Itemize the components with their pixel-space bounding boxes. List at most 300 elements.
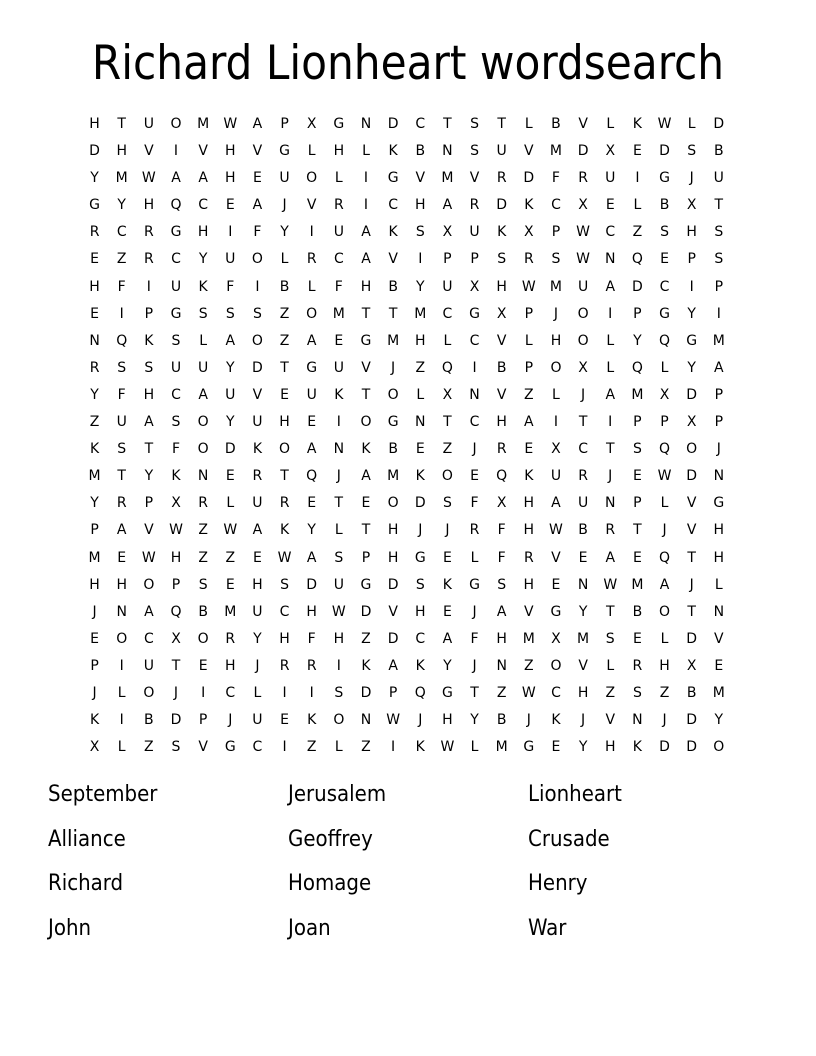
word-list	[48, 779, 768, 957]
grid-letter: S	[334, 684, 344, 701]
grid-letter: Q	[170, 603, 182, 620]
grid-letter: P	[90, 522, 99, 539]
grid-letter: U	[252, 712, 263, 729]
grid-letter: D	[577, 143, 589, 160]
grid-letter: O	[577, 332, 589, 349]
grid-letter: M	[387, 468, 400, 485]
grid-letter: X	[551, 441, 561, 458]
grid-letter: O	[143, 576, 155, 593]
grid-letter: D	[659, 739, 670, 756]
grid-letter: U	[577, 495, 589, 512]
grid-letter: E	[361, 495, 371, 512]
grid-letter: L	[470, 549, 479, 566]
grid-letter: T	[443, 414, 452, 431]
grid-letter: O	[550, 657, 562, 674]
grid-letter: I	[119, 657, 124, 674]
grid-letter: U	[252, 603, 263, 620]
grid-letter: S	[714, 251, 724, 268]
grid-letter: R	[523, 251, 534, 268]
grid-letter: L	[334, 170, 343, 187]
word-list-item: War	[528, 915, 567, 941]
grid-letter: T	[117, 116, 126, 132]
grid-letter: U	[170, 359, 182, 376]
grid-letter: J	[553, 305, 559, 322]
grid-letter: G	[170, 224, 182, 241]
grid-letter: N	[360, 712, 372, 729]
grid-letter: Q	[659, 549, 671, 566]
grid-letter: X	[524, 224, 534, 241]
grid-letter: V	[605, 712, 616, 729]
grid-letter: H	[414, 603, 426, 620]
grid-letter: Y	[633, 332, 642, 349]
grid-letter: Y	[307, 522, 316, 539]
grid-letter: G	[523, 739, 535, 756]
grid-letter: J	[689, 170, 694, 187]
grid-letter: L	[280, 251, 289, 268]
grid-letter: B	[279, 278, 290, 295]
grid-letter: O	[170, 116, 182, 132]
grid-letter: H	[550, 332, 562, 349]
grid-letter: T	[388, 305, 398, 322]
grid-letter: L	[524, 116, 533, 132]
grid-letter: R	[143, 224, 154, 241]
grid-letter: V	[306, 197, 317, 214]
grid-letter: Z	[442, 441, 453, 458]
grid-letter: Y	[90, 495, 99, 512]
grid-letter: A	[659, 576, 670, 593]
grid-letter: J	[581, 386, 586, 403]
grid-letter: N	[469, 386, 480, 403]
grid-letter: W	[223, 116, 238, 132]
grid-letter: F	[171, 441, 181, 458]
grid-letter: C	[279, 603, 290, 620]
grid-letter: V	[252, 143, 263, 160]
grid-letter: B	[686, 684, 697, 701]
grid-letter: Y	[470, 712, 479, 729]
grid-letter: U	[225, 386, 236, 403]
grid-letter: H	[333, 630, 345, 647]
grid-letter: P	[443, 251, 452, 268]
grid-letter: M	[522, 630, 535, 647]
grid-letter: L	[687, 116, 696, 132]
grid-letter: W	[223, 522, 238, 539]
grid-letter: W	[576, 251, 591, 268]
grid-letter: M	[441, 170, 454, 187]
grid-letter: U	[252, 414, 263, 431]
grid-letter: K	[632, 739, 642, 756]
grid-letter: E	[307, 495, 317, 512]
grid-letter: X	[469, 278, 480, 295]
grid-letter: W	[576, 224, 591, 241]
grid-letter: P	[198, 712, 208, 729]
grid-letter: Q	[116, 332, 128, 349]
grid-letter: P	[90, 657, 99, 674]
grid-letter: T	[687, 549, 696, 566]
grid-letter: V	[144, 143, 154, 160]
grid-letter: T	[361, 522, 371, 539]
grid-letter: H	[414, 332, 426, 349]
grid-letter: G	[306, 359, 318, 376]
grid-letter: E	[660, 251, 669, 268]
grid-letter: A	[442, 197, 453, 214]
grid-letter: L	[117, 739, 126, 756]
grid-letter: S	[470, 116, 479, 132]
grid-letter: F	[497, 549, 506, 566]
grid-letter: O	[116, 630, 128, 647]
grid-letter: V	[469, 170, 480, 187]
grid-letter: T	[144, 441, 154, 458]
grid-letter: J	[173, 684, 179, 701]
grid-letter: N	[496, 657, 507, 674]
grid-letter: H	[197, 224, 209, 241]
grid-letter: Z	[605, 684, 616, 701]
grid-letter: E	[714, 657, 724, 674]
grid-letter: S	[171, 414, 181, 431]
grid-letter: M	[631, 386, 644, 403]
grid-letter: M	[414, 305, 427, 322]
grid-letter: P	[280, 116, 289, 132]
grid-letter: A	[605, 549, 616, 566]
grid-letter: B	[388, 278, 398, 295]
grid-letter: B	[714, 143, 724, 160]
grid-letter: E	[551, 739, 561, 756]
grid-letter: T	[470, 684, 479, 701]
grid-letter: V	[361, 359, 371, 376]
grid-letter: H	[279, 414, 290, 431]
grid-letter: V	[144, 522, 154, 539]
grid-letter: L	[633, 197, 642, 214]
grid-letter: K	[551, 712, 561, 729]
grid-letter: C	[469, 332, 480, 349]
grid-letter: G	[89, 197, 100, 214]
grid-letter: T	[334, 495, 344, 512]
grid-letter: E	[90, 251, 99, 268]
grid-letter: R	[578, 468, 588, 485]
grid-letter: T	[361, 305, 371, 322]
grid-letter: L	[199, 332, 208, 349]
word-list-item: Crusade	[528, 826, 610, 852]
grid-letter: L	[253, 684, 262, 701]
grid-letter: P	[171, 576, 181, 593]
grid-letter: H	[686, 224, 697, 241]
grid-letter: N	[197, 468, 209, 485]
grid-letter: D	[686, 468, 698, 485]
grid-letter: M	[495, 739, 508, 756]
grid-letter: H	[306, 603, 317, 620]
grid-letter: R	[279, 657, 290, 674]
grid-letter: H	[116, 143, 127, 160]
grid-letter: J	[716, 441, 721, 458]
grid-letter: W	[277, 549, 292, 566]
grid-letter: O	[197, 441, 209, 458]
grid-letter: C	[171, 386, 181, 403]
grid-letter: I	[363, 197, 369, 214]
grid-letter: H	[225, 170, 236, 187]
grid-letter: C	[578, 441, 588, 458]
grid-letter: M	[549, 278, 562, 295]
grid-letter: I	[255, 278, 260, 295]
grid-letter: G	[414, 549, 426, 566]
grid-letter: K	[388, 224, 398, 241]
grid-letter: T	[497, 116, 506, 132]
grid-letter: B	[496, 712, 507, 729]
grid-letter: U	[116, 414, 127, 431]
grid-letter: L	[524, 332, 533, 349]
grid-letter: Z	[415, 359, 426, 376]
grid-letter: G	[360, 332, 372, 349]
grid-letter: I	[472, 359, 477, 376]
grid-letter: B	[496, 359, 507, 376]
grid-letter: C	[252, 739, 263, 756]
grid-letter: H	[360, 278, 372, 295]
grid-letter: O	[197, 630, 209, 647]
grid-letter: C	[225, 684, 236, 701]
grid-letter: H	[577, 684, 589, 701]
grid-letter: P	[687, 251, 696, 268]
grid-letter: N	[632, 712, 643, 729]
grid-letter: X	[578, 359, 588, 376]
grid-letter: E	[632, 468, 642, 485]
grid-letter: H	[604, 739, 616, 756]
grid-letter: D	[631, 278, 643, 295]
grid-letter: S	[442, 495, 452, 512]
grid-letter: O	[306, 305, 318, 322]
grid-letter: N	[89, 332, 100, 349]
grid-letter: J	[418, 522, 423, 539]
grid-letter: R	[89, 359, 100, 376]
grid-letter: A	[361, 224, 371, 241]
grid-letter: W	[603, 576, 618, 593]
grid-letter: A	[144, 603, 154, 620]
grid-letter: O	[387, 495, 399, 512]
grid-letter: F	[117, 278, 126, 295]
grid-letter: A	[442, 630, 453, 647]
grid-letter: R	[116, 495, 127, 512]
grid-letter: E	[252, 549, 262, 566]
grid-letter: H	[442, 712, 453, 729]
grid-letter: Q	[170, 197, 182, 214]
grid-letter: Q	[306, 468, 318, 485]
grid-letter: V	[578, 657, 588, 674]
grid-letter: U	[550, 468, 562, 485]
grid-letter: R	[89, 224, 100, 241]
grid-letter: H	[143, 386, 155, 403]
grid-letter: E	[605, 197, 615, 214]
grid-letter: H	[496, 630, 507, 647]
grid-letter: T	[280, 468, 289, 485]
grid-letter: A	[714, 359, 724, 376]
grid-letter: D	[686, 630, 698, 647]
grid-letter: X	[496, 305, 507, 322]
grid-letter: Z	[524, 386, 534, 403]
grid-letter: E	[470, 468, 479, 485]
grid-letter: I	[336, 414, 341, 431]
grid-letter: R	[469, 522, 480, 539]
grid-letter: X	[578, 197, 588, 214]
grid-letter: E	[442, 603, 452, 620]
grid-letter: S	[497, 251, 507, 268]
grid-letter: R	[333, 197, 344, 214]
grid-letter: W	[141, 170, 156, 187]
grid-letter: K	[252, 441, 262, 458]
grid-letter: E	[632, 143, 642, 160]
grid-letter: I	[363, 170, 369, 187]
grid-letter: E	[307, 414, 317, 431]
grid-letter: Y	[253, 630, 262, 647]
grid-letter: A	[144, 414, 154, 431]
grid-letter: D	[686, 712, 698, 729]
grid-letter: U	[333, 359, 344, 376]
grid-letter: E	[524, 441, 534, 458]
grid-letter: Y	[443, 657, 452, 674]
grid-letter: T	[578, 414, 588, 431]
grid-letter: C	[388, 197, 398, 214]
grid-letter: U	[279, 170, 290, 187]
grid-letter: P	[551, 224, 561, 241]
grid-letter: S	[632, 684, 642, 701]
grid-letter: P	[633, 495, 642, 512]
grid-letter: M	[549, 143, 562, 160]
grid-letter: U	[225, 251, 236, 268]
grid-letter: M	[332, 305, 345, 322]
grid-letter: M	[387, 332, 400, 349]
grid-letter: W	[521, 278, 536, 295]
grid-letter: P	[660, 414, 669, 431]
grid-letter: Q	[659, 332, 671, 349]
grid-letter: E	[252, 170, 262, 187]
grid-letter: T	[687, 603, 696, 620]
grid-letter: M	[712, 332, 725, 349]
grid-letter: N	[713, 468, 725, 485]
grid-letter: N	[116, 603, 127, 620]
grid-letter: S	[171, 739, 181, 756]
grid-letter: G	[713, 495, 725, 512]
grid-letter: G	[360, 576, 372, 593]
grid-letter: T	[605, 441, 615, 458]
grid-letter: U	[252, 495, 263, 512]
grid-letter: D	[713, 116, 725, 132]
grid-letter: E	[280, 712, 289, 729]
grid-letter: S	[117, 441, 127, 458]
grid-letter: G	[279, 143, 290, 160]
grid-letter: K	[198, 278, 208, 295]
grid-letter: B	[388, 441, 398, 458]
grid-letter: S	[605, 630, 615, 647]
grid-letter: J	[282, 197, 287, 214]
grid-letter: Z	[496, 684, 507, 701]
grid-letter: M	[712, 684, 725, 701]
grid-letter: R	[252, 468, 263, 485]
grid-letter: M	[115, 170, 128, 187]
grid-letter: P	[470, 251, 479, 268]
grid-letter: K	[89, 712, 100, 729]
grid-letter: H	[713, 549, 725, 566]
grid-letter: D	[252, 359, 263, 376]
grid-letter: Y	[578, 739, 588, 756]
grid-letter: X	[89, 739, 100, 756]
grid-letter: C	[551, 684, 561, 701]
grid-letter: Z	[361, 739, 371, 756]
grid-letter: G	[441, 684, 453, 701]
word-list-item: Joan	[288, 915, 331, 941]
grid-letter: K	[524, 197, 534, 214]
grid-letter: F	[117, 386, 126, 403]
grid-letter: T	[605, 603, 615, 620]
grid-letter: S	[171, 332, 181, 349]
grid-letter: H	[170, 549, 182, 566]
word-list-item: Henry	[528, 871, 588, 896]
grid-letter: L	[660, 359, 669, 376]
grid-letter: B	[415, 143, 426, 160]
grid-letter: U	[333, 576, 344, 593]
grid-letter: J	[472, 603, 477, 620]
grid-letter: H	[225, 657, 236, 674]
grid-letter: K	[361, 657, 371, 674]
grid-letter: N	[713, 603, 725, 620]
grid-letter: S	[225, 305, 235, 322]
grid-letter: N	[605, 495, 616, 512]
grid-letter: I	[173, 143, 179, 160]
grid-letter: I	[418, 251, 423, 268]
grid-letter: Y	[280, 224, 289, 241]
grid-letter: B	[198, 603, 208, 620]
grid-letter: N	[577, 576, 589, 593]
grid-letter: L	[660, 630, 669, 647]
grid-letter: V	[714, 630, 724, 647]
grid-letter: Y	[687, 359, 696, 376]
grid-letter: D	[89, 143, 100, 160]
grid-letter: E	[334, 332, 344, 349]
grid-letter: R	[306, 251, 317, 268]
grid-letter: Y	[578, 603, 588, 620]
grid-letter: A	[306, 332, 317, 349]
grid-letter: W	[141, 549, 156, 566]
grid-letter: P	[524, 305, 534, 322]
grid-letter: I	[282, 684, 287, 701]
grid-letter: M	[88, 549, 101, 566]
grid-letter: L	[606, 359, 615, 376]
grid-letter: W	[169, 522, 183, 539]
grid-letter: L	[470, 739, 479, 756]
word-list-item: Homage	[288, 871, 372, 896]
grid-letter: O	[360, 414, 372, 431]
grid-letter: E	[415, 441, 425, 458]
grid-letter: J	[581, 712, 586, 729]
word-list-item: Jerusalem	[288, 782, 387, 807]
grid-letter: K	[415, 739, 425, 756]
grid-letter: V	[415, 170, 426, 187]
word-list-item: John	[48, 915, 92, 941]
grid-letter: C	[442, 305, 453, 322]
grid-letter: I	[309, 224, 314, 241]
grid-letter: U	[143, 116, 154, 132]
grid-letter: C	[415, 630, 426, 647]
grid-letter: C	[333, 251, 344, 268]
grid-letter: U	[333, 224, 344, 241]
grid-letter: Z	[225, 549, 236, 566]
grid-letter: W	[440, 739, 455, 756]
grid-letter: C	[198, 197, 209, 214]
grid-letter: S	[252, 305, 262, 322]
grid-letter: X	[686, 414, 697, 431]
grid-letter: A	[496, 603, 507, 620]
grid-letter: J	[336, 468, 341, 485]
grid-letter: K	[144, 332, 154, 349]
grid-letter: J	[662, 712, 667, 729]
grid-letter: T	[633, 522, 642, 539]
grid-letter: W	[386, 712, 401, 729]
grid-letter: O	[659, 603, 671, 620]
